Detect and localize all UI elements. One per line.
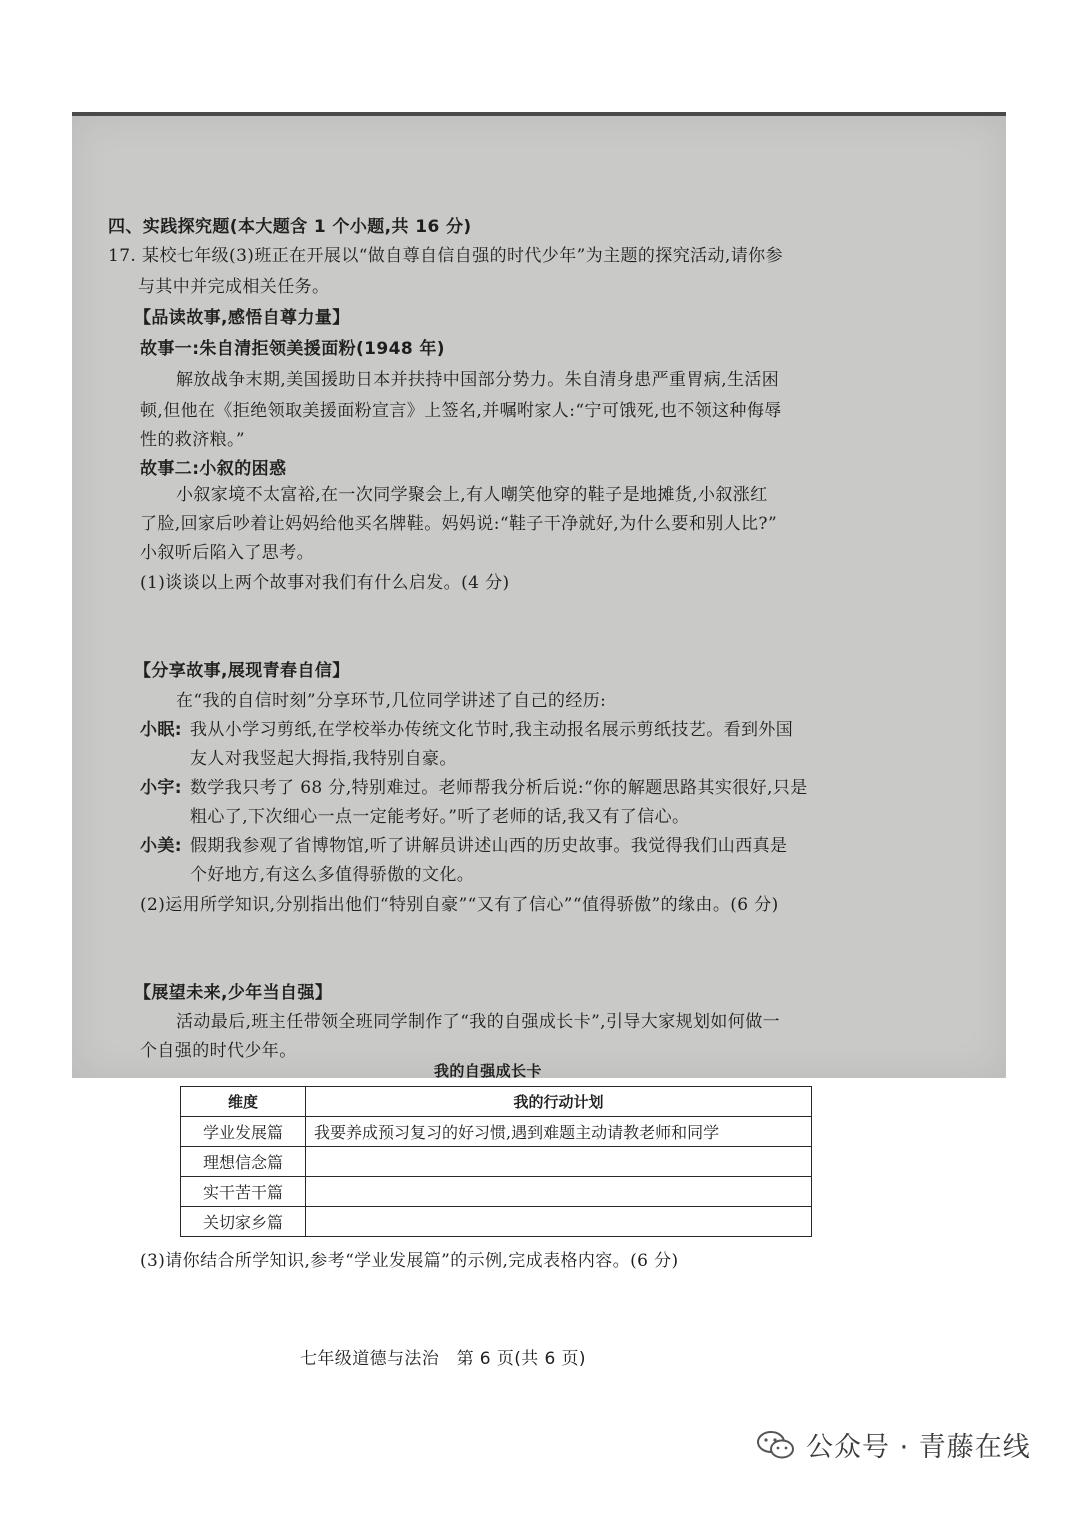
story1-line1: 解放战争末期,美国援助日本并扶持中国部分势力。朱自清身患严重胃病,生活困 xyxy=(176,370,780,390)
table-row xyxy=(181,1117,812,1147)
row-plan-blank xyxy=(306,1207,812,1237)
watermark-text: 公众号 · 青藤在线 xyxy=(806,1432,1031,1463)
header-action-plan: 我的行动计划 xyxy=(306,1087,812,1117)
story2-line3: 小叙听后陷入了思考。 xyxy=(140,543,314,563)
story1-title: 故事一:朱自清拒领美援面粉(1948 年) xyxy=(140,339,445,359)
question-17-line2: 与其中并完成相关任务。 xyxy=(138,277,330,297)
row-dimension: 关切家乡篇 xyxy=(181,1207,306,1237)
section-title: 四、实践探究题(本大题含 1 个小题,共 16 分) xyxy=(108,217,472,237)
table-header-row xyxy=(181,1087,812,1117)
question-17-line1: 17. 某校七年级(3)班正在开展以“做自尊自信自强的时代少年”为主题的探究活动,请你参 xyxy=(108,246,783,266)
xiaomian-line2: 友人对我竖起大拇指,我特别自豪。 xyxy=(190,749,457,769)
part3-intro-line1: 活动最后,班主任带领全班同学制作了“我的自强成长卡”,引导大家规划如何做一 xyxy=(176,1012,780,1032)
table-row xyxy=(181,1207,812,1237)
question-1: (1)谈谈以上两个故事对我们有什么启发。(4 分) xyxy=(140,573,510,593)
top-margin xyxy=(0,0,1080,112)
part3-heading: 【展望未来,少年当自强】 xyxy=(134,983,333,1003)
xiaoyu-line1: 数学我只考了 68 分,特别难过。老师帮我分析后说:“你的解题思路其实很好,只是 xyxy=(190,778,808,798)
row-plan-blank xyxy=(306,1177,812,1207)
speaker-xiaomei: 小美: xyxy=(140,836,182,856)
row-dimension: 理想信念篇 xyxy=(181,1147,306,1177)
xiaoyu-line2: 粗心了,下次细心一点一定能考好。”听了老师的话,我又有了信心。 xyxy=(190,807,690,827)
table-row xyxy=(181,1177,812,1207)
xiaomei-line1: 假期我参观了省博物馆,听了讲解员讲述山西的历史故事。我觉得我们山西真是 xyxy=(190,836,788,856)
watermark xyxy=(756,1425,1031,1464)
row-dimension: 学业发展篇 xyxy=(181,1117,306,1147)
xiaomian-line1: 我从小学习剪纸,在学校举办传统文化节时,我主动报名展示剪纸技艺。看到外国 xyxy=(190,720,794,740)
row-dimension: 实干苦干篇 xyxy=(181,1177,306,1207)
part3-intro-line2: 个自强的时代少年。 xyxy=(140,1041,297,1061)
story2-title: 故事二:小叙的困惑 xyxy=(140,459,287,479)
question-2: (2)运用所学知识,分别指出他们“特别自豪”“又有了信心”“值得骄傲”的缘由。(6 分) xyxy=(140,895,779,915)
story1-line2: 顿,但他在《拒绝领取美援面粉宣言》上签名,并嘱咐家人:“宁可饿死,也不领这种侮辱 xyxy=(140,401,782,421)
question-3: (3)请你结合所学知识,参考“学业发展篇”的示例,完成表格内容。(6 分) xyxy=(140,1251,679,1271)
story2-line1: 小叙家境不太富裕,在一次同学聚会上,有人嘲笑他穿的鞋子是地摊货,小叙涨红 xyxy=(176,485,768,505)
row-plan-blank xyxy=(306,1147,812,1177)
card-title: 我的自强成长卡 xyxy=(434,1062,542,1080)
page-footer: 七年级道德与法治 第 6 页(共 6 页) xyxy=(300,1349,586,1369)
story2-line2: 了脸,回家后吵着让妈妈给他买名牌鞋。妈妈说:“鞋子干净就好,为什么要和别人比?” xyxy=(140,514,778,534)
xiaomei-line2: 个好地方,有这么多值得骄傲的文化。 xyxy=(190,865,475,885)
table-row xyxy=(181,1147,812,1177)
part2-intro: 在“我的自信时刻”分享环节,几位同学讲述了自己的经历: xyxy=(176,691,607,711)
header-dimension: 维度 xyxy=(181,1087,306,1117)
speaker-xiaomian: 小眠: xyxy=(140,720,182,740)
part2-heading: 【分享故事,展现青春自信】 xyxy=(134,661,350,681)
speaker-xiaoyu: 小宇: xyxy=(140,778,182,798)
growth-card-table xyxy=(180,1086,812,1237)
row-plan: 我要养成预习复习的好习惯,遇到难题主动请教老师和同学 xyxy=(306,1117,812,1147)
part1-heading: 【品读故事,感悟自尊力量】 xyxy=(134,308,350,328)
wechat-icon xyxy=(756,1430,796,1460)
story1-line3: 性的救济粮。” xyxy=(140,430,245,450)
